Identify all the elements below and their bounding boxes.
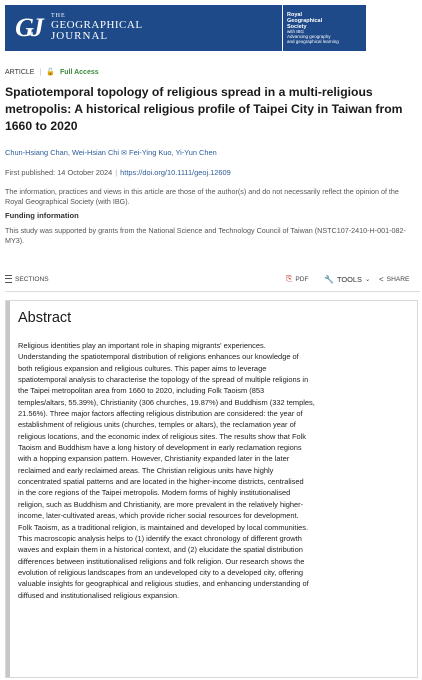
email-icon[interactable]: ✉ [121,150,127,157]
article-title: Spatiotemporal topology of religious spread in a multi-religious metropolis: A historical religious profile of Taipei City in Taiwan from 1660 to 2020 [5,85,403,133]
abstract-line: both religious expansion and religious cultures. This paper aims to leverage [18,363,267,373]
abstract-line: income, later-cultivated areas, which provide richer social resources for development. [18,511,299,521]
rgs-line2: Geographical [287,17,323,24]
sections-button[interactable] [5,275,49,283]
abstract-line: religion, such as Buddhism and Christianity, are more prevalent in the relatively higher- [18,499,304,509]
abstract-section [5,300,418,678]
doi-link[interactable]: https://doi.org/10.1111/geoj.12609 [120,168,231,177]
sections-icon [5,275,12,283]
abstract-line: establishment of religious units (churches, temples or altars), the reclamation year of [18,420,296,430]
abstract-line: religious locations, and the economic index of religious sites. The results show that Folk [18,431,307,441]
abstract-line: Folk Taoism, as a traditional religion, is maintained and developed by local communities. [18,522,309,532]
rgs-line5: Advancing geography [287,33,331,39]
rgs-line1: Royal [287,11,302,18]
pdf-icon: ⎘ [286,274,293,283]
abstract-line: Religious identities play an important role in shaping migrants' experiences. [18,341,266,350]
disclaimer-text: The information, practices and views in this article are those of the author(s) and do not necessarily reflect the opinion of the Royal Geographical Society (with IBG). [5,187,399,207]
journal-title-line2: JOURNAL [51,30,109,43]
abstract-line: with a hopping expansion pattern. However, Christianity expanded later in the later [18,454,290,464]
rgs-line3: Society [287,23,307,30]
unlock-icon: 🔓 [46,69,55,76]
article-meta-row [5,68,99,76]
abstract-line: reclaimed and early reclaimed areas. The Christian religious units have highly [18,465,274,475]
share-icon: < [379,274,384,284]
article-toolbar [0,270,422,288]
chevron-down-icon: ⌄ [364,276,371,283]
toolbar-divider [5,291,420,292]
abstract-line: valuable insights for geographical and religious studies, and enhancing understanding of [18,579,309,589]
abstract-line: Understanding the spatiotemporal distribution of religions enhances our knowledge of [18,352,299,362]
author-names[interactable]: Chun-Hsiang Chan, Wei-Hsian Chi [5,148,120,157]
journal-title-line1: GEOGRAPHICAL [51,18,143,31]
abstract-line: differences between institutionalised religions and folk religion. Our research shows the [18,556,305,566]
share-label: SHARE [386,275,410,283]
rgs-logo [282,5,366,51]
abstract-line: temples/altars, 55.39%), Christianity (306 churches, 19.87%) and Buddhism (332 temples, [18,397,315,407]
publication-separator: | [115,168,118,177]
full-access-label: Full Access [59,68,99,76]
rgs-line6: and geographical learning [287,38,339,44]
funding-text: This study was supported by grants from the National Science and Technology Council of Taiwan (NSTC107-2410-H-001-082-MY3). [5,226,406,246]
journal-banner[interactable] [5,5,366,51]
abstract-line: Taoism and Buddhism have a long history of development in early reclamation regions [18,443,302,453]
abstract-heading: Abstract [18,310,72,326]
author-list[interactable] [5,148,217,157]
meta-separator: | [39,68,42,76]
tools-label: TOOLS [336,274,362,284]
publication-info [5,168,231,177]
abstract-text [18,340,414,601]
journal-logo: GJ [15,13,41,42]
share-button[interactable] [379,275,409,284]
tools-button[interactable] [324,275,370,284]
abstract-line: waves and explain them in a historical context, and (2) elucidate the spatial distribution [18,545,303,555]
article-type-label: ARTICLE [5,68,35,76]
abstract-line: diffused and institutionalised religious expansion. [18,590,180,600]
author-names-rest[interactable]: Fei-Ying Kuo, Yi-Yun Chen [127,148,217,157]
pdf-label: PDF [295,275,309,283]
journal-title-the: THE [51,13,66,20]
abstract-line: the Taipei metropolitan area from 1660 to 2020, including Folk Taoism (853 [18,386,265,396]
abstract-line: evolution of religious landscapes from an undeveloped city to a developed city, offering [18,567,304,577]
abstract-line: concentrated spatial patterns and are located in the higher-income districts, centralised [18,477,304,487]
abstract-line: This macroscopic analysis helps to (1) identify the exact chronology of different growth [18,533,302,543]
journal-title [51,13,143,42]
rgs-line4: with IBG [287,28,305,34]
abstract-line: spatiotemporal analysis to characterise the topology of the spread of multiple religions in [18,375,309,385]
first-published: First published: 14 October 2024 [5,168,113,177]
wrench-icon: 🔧 [324,274,334,284]
abstract-line: in the core regions of the Taipei metropolis. Modern forms of highly institutionalised [18,488,291,498]
funding-heading: Funding information [5,211,79,220]
sections-label: SECTIONS [15,275,49,283]
abstract-line: 21.56%). Three major factors affecting religious distribution are considered: the year of [18,409,303,419]
pdf-button[interactable] [286,274,309,284]
